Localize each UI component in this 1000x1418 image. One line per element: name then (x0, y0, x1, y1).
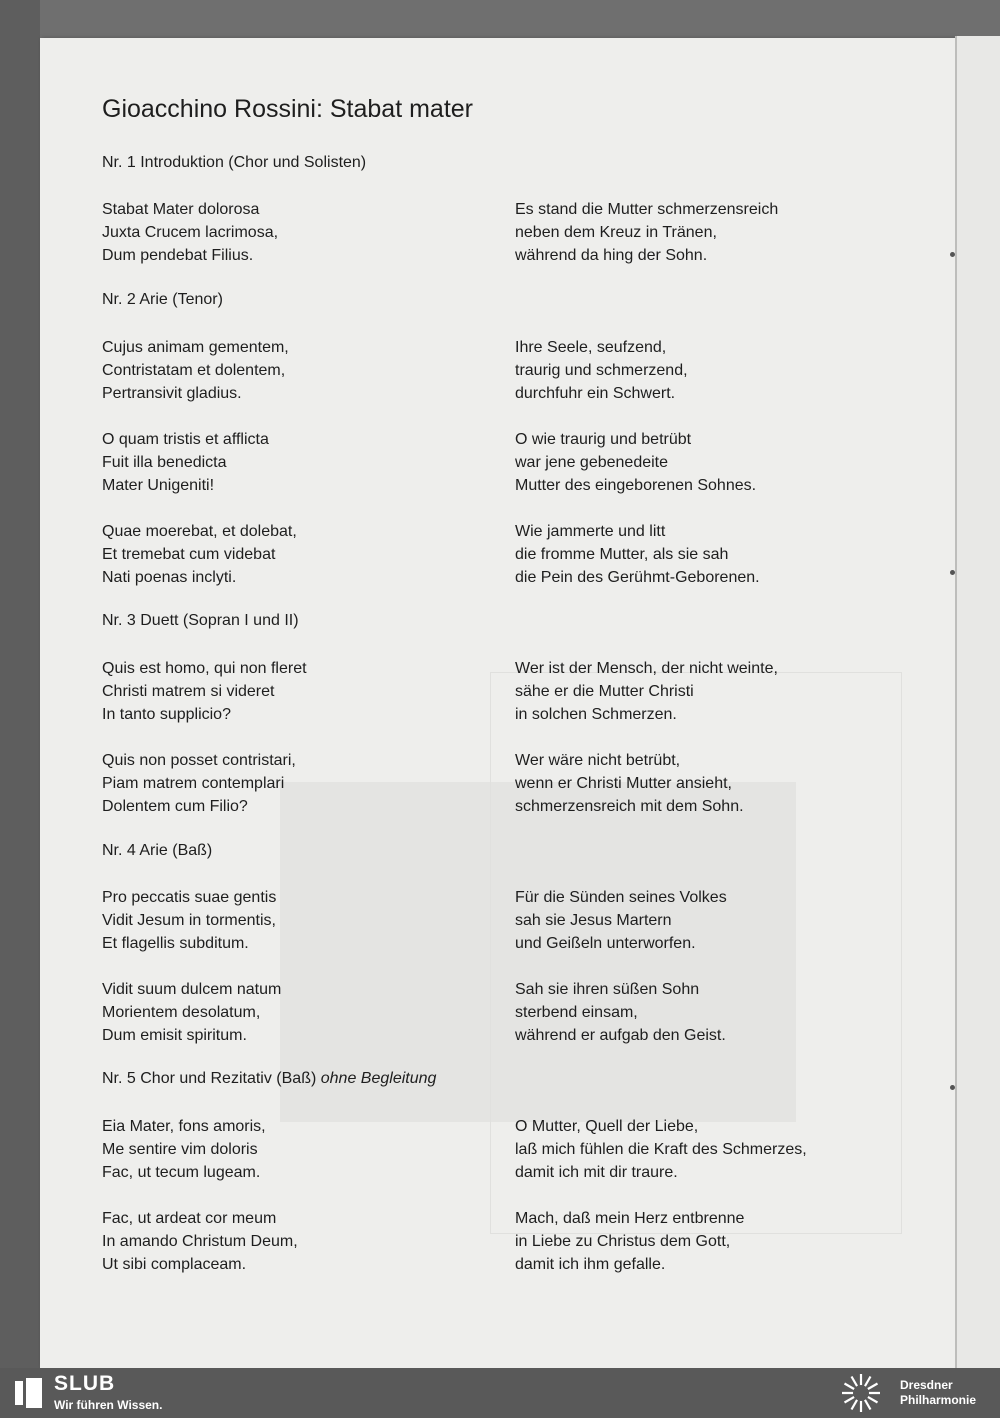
german-line: Wer wäre nicht betrübt, (515, 752, 681, 769)
latin-line: Stabat Mater dolorosa (102, 201, 260, 218)
german-line: Wie jammerte und litt (515, 523, 666, 540)
section-heading (102, 1070, 436, 1088)
german-line: O Mutter, Quell der Liebe, (515, 1118, 699, 1135)
german-stanza (515, 198, 778, 267)
german-line: sah sie Jesus Martern (515, 912, 672, 929)
german-line: Es stand die Mutter schmerzensreich (515, 201, 779, 218)
latin-stanza (102, 428, 269, 497)
philharmonie-sunburst-icon (840, 1372, 882, 1414)
partner-name-line2: Philharmonie (900, 1393, 977, 1407)
slub-logo-icon (10, 1376, 44, 1410)
german-line: damit ich ihm gefalle. (515, 1256, 666, 1273)
latin-line: O quam tristis et afflicta (102, 431, 269, 448)
german-stanza (515, 428, 756, 497)
latin-line: Fac, ut tecum lugeam. (102, 1164, 261, 1181)
latin-line: Me sentire vim doloris (102, 1141, 258, 1158)
latin-line: Dum pendebat Filius. (102, 247, 254, 264)
german-stanza (515, 336, 688, 405)
section-heading-text: Nr. 5 Chor und Rezitativ (Baß) (102, 1070, 317, 1087)
german-stanza (515, 886, 727, 955)
latin-stanza (102, 886, 276, 955)
german-line: und Geißeln unterworfen. (515, 935, 696, 952)
german-stanza (515, 657, 778, 726)
latin-line: Quis non posset contristari, (102, 752, 296, 769)
scan-background (0, 0, 40, 1368)
german-line: wenn er Christi Mutter ansieht, (515, 775, 732, 792)
german-line: während da hing der Sohn. (515, 247, 708, 264)
german-line: die Pein des Gerühmt-Geborenen. (515, 569, 760, 586)
latin-stanza (102, 1115, 266, 1184)
german-line: laß mich fühlen die Kraft des Schmerzes, (515, 1141, 807, 1158)
german-line: sähe er die Mutter Christi (515, 683, 694, 700)
latin-line: Morientem desolatum, (102, 1004, 261, 1021)
german-line: die fromme Mutter, als sie sah (515, 546, 729, 563)
latin-line: Dum emisit spiritum. (102, 1027, 247, 1044)
latin-line: Dolentem cum Filio? (102, 798, 248, 815)
german-line: O wie traurig und betrübt (515, 431, 692, 448)
german-line: Sah sie ihren süßen Sohn (515, 981, 700, 998)
latin-line: Quae moerebat, et dolebat, (102, 523, 297, 540)
margin-mark (950, 252, 955, 257)
latin-line: Et tremebat cum videbat (102, 546, 276, 563)
latin-line: Piam matrem contemplari (102, 775, 285, 792)
latin-stanza (102, 1207, 298, 1276)
section-heading: Nr. 3 Duett (Sopran I und II) (102, 612, 299, 629)
german-line: Wer ist der Mensch, der nicht weinte, (515, 660, 778, 677)
german-line: war jene gebenedeite (515, 454, 669, 471)
latin-line: Fuit illa benedicta (102, 454, 227, 471)
latin-stanza (102, 198, 278, 267)
next-page-edge (955, 36, 1000, 1368)
latin-line: In amando Christum Deum, (102, 1233, 298, 1250)
latin-line: Fac, ut ardeat cor meum (102, 1210, 277, 1227)
german-line: Für die Sünden seines Volkes (515, 889, 727, 906)
latin-line: Vidit Jesum in tormentis, (102, 912, 276, 929)
latin-line: Christi matrem si videret (102, 683, 275, 700)
latin-line: Cujus animam gementem, (102, 339, 289, 356)
latin-line: Et flagellis subditum. (102, 935, 249, 952)
slub-name: SLUB (54, 1372, 116, 1395)
latin-line: Nati poenas inclyti. (102, 569, 237, 586)
latin-stanza (102, 749, 296, 818)
latin-line: Juxta Crucem lacrimosa, (102, 224, 279, 241)
german-stanza (515, 1207, 744, 1276)
german-line: traurig und schmerzend, (515, 362, 688, 379)
german-line: in solchen Schmerzen. (515, 706, 677, 723)
latin-stanza (102, 520, 297, 589)
section-heading: Nr. 4 Arie (Baß) (102, 842, 213, 859)
latin-line: Pro peccatis suae gentis (102, 889, 277, 906)
latin-stanza (102, 657, 307, 726)
latin-line: Quis est homo, qui non fleret (102, 660, 307, 677)
latin-line: Contristatam et dolentem, (102, 362, 286, 379)
latin-line: Vidit suum dulcem natum (102, 981, 282, 998)
partner-name-line1: Dresdner (900, 1378, 953, 1392)
page-title: Gioacchino Rossini: Stabat mater (102, 95, 474, 123)
section-heading-note: ohne Begleitung (320, 1070, 437, 1087)
latin-line: In tanto supplicio? (102, 706, 231, 723)
german-line: in Liebe zu Christus dem Gott, (515, 1233, 731, 1250)
margin-mark (950, 1085, 955, 1090)
german-line: durchfuhr ein Schwert. (515, 385, 676, 402)
slub-claim: Wir führen Wissen. (54, 1398, 163, 1412)
german-line: Mach, daß mein Herz entbrenne (515, 1210, 745, 1227)
latin-line: Pertransivit gladius. (102, 385, 242, 402)
german-line: Ihre Seele, seufzend, (515, 339, 667, 356)
latin-stanza (102, 336, 289, 405)
german-stanza (515, 978, 726, 1047)
margin-mark (950, 570, 955, 575)
latin-line: Ut sibi complaceam. (102, 1256, 247, 1273)
section-heading: Nr. 1 Introduktion (Chor und Solisten) (102, 154, 367, 171)
german-stanza (515, 520, 760, 589)
german-line: Mutter des eingeborenen Sohnes. (515, 477, 757, 494)
german-stanza (515, 1115, 807, 1184)
german-line: sterbend einsam, (515, 1004, 638, 1021)
viewer-footer (0, 1368, 1000, 1418)
latin-stanza (102, 978, 281, 1047)
german-line: neben dem Kreuz in Tränen, (515, 224, 717, 241)
german-line: schmerzensreich mit dem Sohn. (515, 798, 744, 815)
latin-line: Eia Mater, fons amoris, (102, 1118, 266, 1135)
section-heading: Nr. 2 Arie (Tenor) (102, 291, 223, 308)
german-line: damit ich mit dir traure. (515, 1164, 678, 1181)
german-stanza (515, 749, 744, 818)
german-line: während er aufgab den Geist. (515, 1027, 726, 1044)
latin-line: Mater Unigeniti! (102, 477, 215, 494)
